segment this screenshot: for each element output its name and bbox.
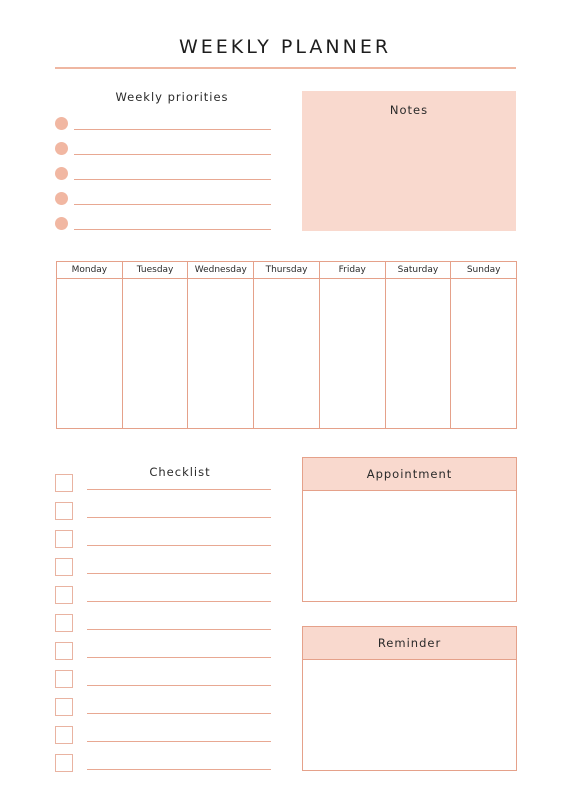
- checkbox[interactable]: [55, 670, 73, 688]
- priority-item[interactable]: [55, 117, 271, 131]
- checklist-item[interactable]: [55, 530, 271, 550]
- week-grid: [56, 261, 517, 429]
- day-header: Monday: [57, 262, 122, 279]
- title-divider: [55, 67, 516, 69]
- checklist-line[interactable]: [87, 601, 271, 602]
- checkbox[interactable]: [55, 754, 73, 772]
- checklist-item[interactable]: [55, 474, 271, 494]
- appointment-heading: Appointment: [303, 458, 516, 491]
- priority-line[interactable]: [74, 179, 271, 180]
- checklist-line[interactable]: [87, 769, 271, 770]
- day-header: Sunday: [451, 262, 516, 279]
- priority-line[interactable]: [74, 154, 271, 155]
- appointment-panel[interactable]: [302, 457, 517, 602]
- day-header: Thursday: [254, 262, 319, 279]
- checklist-line[interactable]: [87, 685, 271, 686]
- priority-line[interactable]: [74, 204, 271, 205]
- notes-heading: Notes: [389, 103, 429, 117]
- checklist-item[interactable]: [55, 502, 271, 522]
- day-column[interactable]: [187, 262, 253, 428]
- checklist-line[interactable]: [87, 629, 271, 630]
- priority-item[interactable]: [55, 217, 271, 231]
- priorities-heading: Weekly priorities: [115, 90, 229, 104]
- bullet-dot-icon: [55, 167, 68, 180]
- checkbox[interactable]: [55, 530, 73, 548]
- priority-item[interactable]: [55, 192, 271, 206]
- checklist-item[interactable]: [55, 726, 271, 746]
- checklist-line[interactable]: [87, 489, 271, 490]
- day-column[interactable]: [450, 262, 516, 428]
- day-header: Saturday: [386, 262, 451, 279]
- day-column[interactable]: [253, 262, 319, 428]
- checkbox[interactable]: [55, 614, 73, 632]
- checkbox[interactable]: [55, 642, 73, 660]
- checklist-item[interactable]: [55, 754, 271, 774]
- checkbox[interactable]: [55, 502, 73, 520]
- checklist-item[interactable]: [55, 670, 271, 690]
- reminder-heading: Reminder: [303, 627, 516, 660]
- checklist-item[interactable]: [55, 558, 271, 578]
- day-column[interactable]: [57, 262, 122, 428]
- checklist-line[interactable]: [87, 573, 271, 574]
- day-column[interactable]: [319, 262, 385, 428]
- page-title: WEEKLY PLANNER: [178, 36, 392, 58]
- checklist-item[interactable]: [55, 642, 271, 662]
- checklist-line[interactable]: [87, 741, 271, 742]
- checklist-item[interactable]: [55, 614, 271, 634]
- priority-line[interactable]: [74, 229, 271, 230]
- checkbox[interactable]: [55, 474, 73, 492]
- priority-item[interactable]: [55, 167, 271, 181]
- checklist-item[interactable]: [55, 698, 271, 718]
- day-header: Wednesday: [188, 262, 253, 279]
- bullet-dot-icon: [55, 217, 68, 230]
- day-column[interactable]: [385, 262, 451, 428]
- priority-item[interactable]: [55, 142, 271, 156]
- bullet-dot-icon: [55, 142, 68, 155]
- day-column[interactable]: [122, 262, 188, 428]
- checkbox[interactable]: [55, 726, 73, 744]
- checklist-line[interactable]: [87, 517, 271, 518]
- bullet-dot-icon: [55, 117, 68, 130]
- bullet-dot-icon: [55, 192, 68, 205]
- checklist-line[interactable]: [87, 545, 271, 546]
- notes-box[interactable]: [302, 91, 516, 231]
- checkbox[interactable]: [55, 558, 73, 576]
- checklist-line[interactable]: [87, 657, 271, 658]
- checklist-line[interactable]: [87, 713, 271, 714]
- reminder-panel[interactable]: [302, 626, 517, 771]
- day-header: Tuesday: [123, 262, 188, 279]
- checkbox[interactable]: [55, 698, 73, 716]
- checkbox[interactable]: [55, 586, 73, 604]
- checklist-heading: Checklist: [149, 465, 211, 479]
- day-header: Friday: [320, 262, 385, 279]
- priority-line[interactable]: [74, 129, 271, 130]
- checklist-item[interactable]: [55, 586, 271, 606]
